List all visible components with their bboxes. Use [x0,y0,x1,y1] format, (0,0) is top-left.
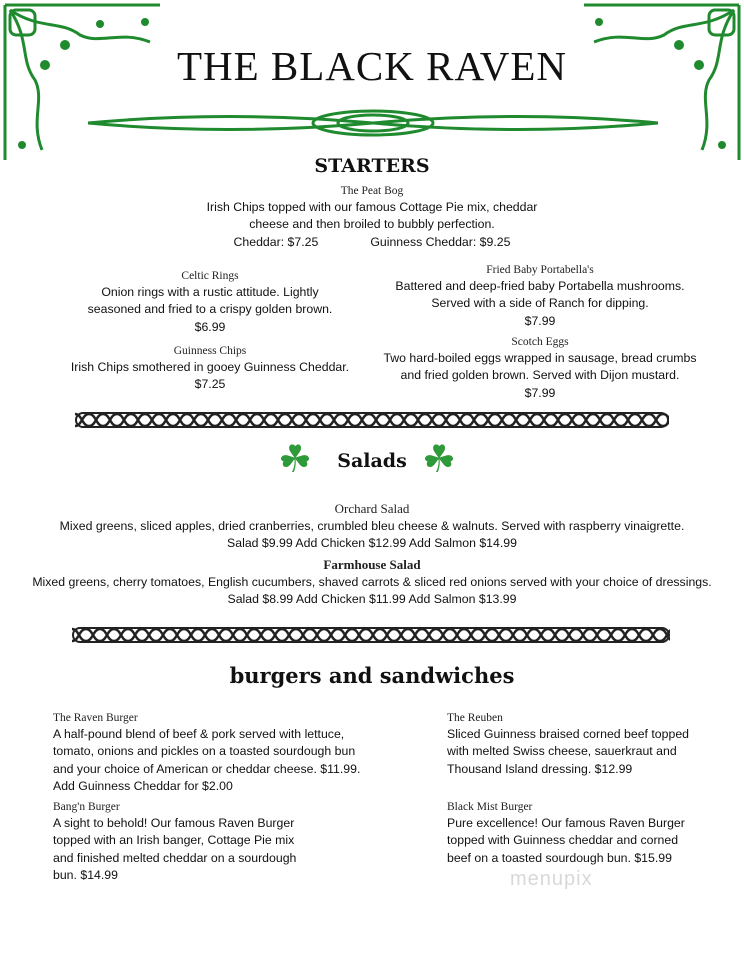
celtic-knot-divider [75,411,669,429]
item-desc: Served with a side of Ranch for dipping. [431,296,649,311]
item-name: Black Mist Burger [447,801,533,813]
item-desc: Battered and deep-fried baby Portabella mushrooms. [395,279,685,293]
menu-item-portabellas [370,262,710,330]
item-price: Cheddar: $7.25 [233,234,319,249]
item-desc: Irish Chips topped with our famous Cottage Pie mix, cheddar [206,200,538,214]
item-desc: Two hard-boiled eggs wrapped in sausage, bread crumbs [383,351,697,365]
salads-heading: Salads [337,450,407,472]
item-desc: topped with Guinness cheddar and corned [447,833,679,848]
menu-item-celtic-rings [40,268,380,336]
item-name: Guinness Chips [173,345,247,357]
item-price: Guinness Cheddar: $9.25 [370,234,511,249]
item-desc: tomato, onions and pickles on a toasted sourdough bun [53,744,356,759]
item-price: $7.99 [524,385,556,400]
menu-item-raven-burger [53,710,360,795]
menu-item-orchard-salad [0,500,744,553]
item-price: $7.99 [524,313,556,328]
item-name: Fried Baby Portabella's [486,264,594,276]
item-desc: Thousand Island dressing. $12.99 [447,761,633,776]
menu-item-farmhouse-salad [0,556,744,609]
item-desc: Add Guinness Cheddar for $2.00 [53,778,233,793]
menu-item-guinness-chips [40,343,380,394]
item-desc: Mixed greens, sliced apples, dried cranberries, crumbled bleu cheese & walnuts. Served with raspberry vinaigrette. [59,519,685,533]
item-desc: A half-pound blend of beef & pork served with lettuce, [53,727,345,741]
item-price: $7.25 [194,377,226,392]
menu-item-peat-bog [0,183,744,251]
green-knot-divider [88,108,658,138]
item-desc: Onion rings with a rustic attitude. Lightly [101,285,319,299]
item-desc: seasoned and fried to a crispy golden brown. [87,302,333,317]
menu-item-scotch-eggs [370,334,710,402]
item-desc: Irish Chips smothered in gooey Guinness Cheddar. [70,360,350,374]
item-desc: Mixed greens, cherry tomatoes, English cucumbers, shaved carrots & sliced red onions served with your choice of dressings. [32,575,712,589]
item-name: The Raven Burger [53,712,138,724]
item-name: The Reuben [447,712,503,724]
item-desc: Sliced Guinness braised corned beef topped [447,727,689,741]
item-desc: and fried golden brown. Served with Dijon mustard. [400,368,680,383]
item-name: Scotch Eggs [511,336,569,348]
watermark: menupix [510,868,593,890]
item-desc: and your choice of American or cheddar cheese. $11.99. [53,761,361,776]
item-desc: A sight to behold! Our famous Raven Burger [53,816,295,830]
item-price: Salad $8.99 Add Chicken $11.99 Add Salmon $13.99 [227,592,517,607]
celtic-knot-divider [72,626,670,644]
menu-item-bangn-burger [53,799,296,884]
burgers-heading: burgers and sandwiches [229,663,515,688]
item-price: Salad $9.99 Add Chicken $12.99 Add Salmon $14.99 [227,536,517,551]
item-name: The Peat Bog [340,185,404,197]
item-name: Bang'n Burger [53,801,120,813]
menu-item-reuben [447,710,689,778]
shamrock-icon: ☘ [278,439,313,481]
item-desc: beef on a toasted sourdough bun. $15.99 [447,850,672,865]
starters-heading: STARTERS [314,155,430,177]
item-desc: bun. $14.99 [53,867,118,882]
item-desc: with melted Swiss cheese, sauerkraut and [447,744,677,759]
item-name: Celtic Rings [181,270,239,282]
item-name: Orchard Salad [334,501,410,516]
shamrock-icon: ☘ [422,439,457,481]
item-name: Farmhouse Salad [323,557,421,572]
item-desc: and finished melted cheddar on a sourdough [53,850,297,865]
restaurant-title: THE BLACK RAVEN [176,43,568,89]
item-desc: cheese and then broiled to bubbly perfection. [249,217,495,232]
menu-item-black-mist-burger [447,799,685,867]
item-desc: Pure excellence! Our famous Raven Burger [447,816,685,830]
item-desc: topped with an Irish banger, Cottage Pie mix [53,833,295,848]
item-price: $6.99 [194,319,226,334]
